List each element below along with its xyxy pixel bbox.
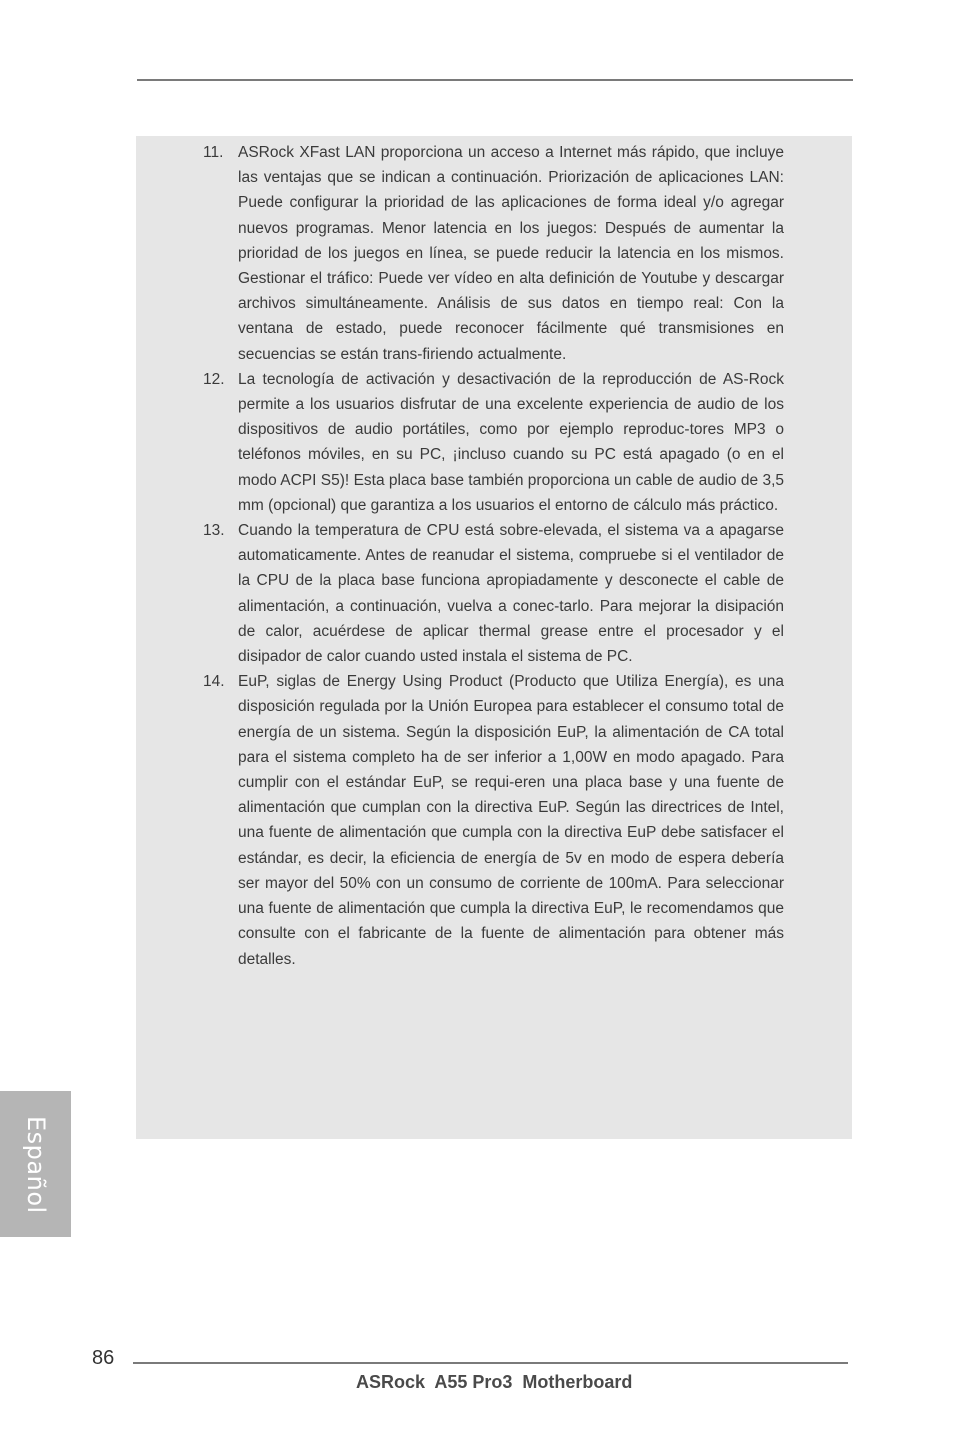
language-side-tab bbox=[0, 1091, 71, 1237]
footer-title: ASRock A55 Pro3 Motherboard bbox=[356, 1372, 633, 1392]
note-text: ASRock XFast LAN proporciona un acceso a Internet más rápido, que incluye las ventajas que se indican a continuación. Priorización de aplicaciones LAN: Puede configurar la prioridad de las aplicaciones de forma ideal y/o agregar nuevos programas. Menor latencia en los juegos: Después de aumentar la prioridad de los juegos en línea, se puede reducir la latencia en los mismos. Gestionar el tráfico: Puede ver vídeo en alta definición de Youtube y descargar archivos simultáneamente. Análisis de sus datos en tiempo real: Con la ventana de estado, puede reconocer fácilmente qué transmisiones en secuencias se están trans-firiendo actualmente. bbox=[238, 144, 784, 363]
note-item bbox=[136, 367, 852, 518]
content-box bbox=[136, 136, 852, 1139]
bottom-rule bbox=[133, 1362, 848, 1364]
note-item bbox=[136, 669, 852, 971]
note-number: 12. bbox=[203, 370, 225, 388]
note-item bbox=[136, 518, 852, 669]
language-label: Español bbox=[22, 1116, 50, 1214]
page-number: 86 bbox=[92, 1347, 115, 1369]
note-number: 11. bbox=[203, 144, 224, 161]
notes-list bbox=[136, 140, 852, 972]
top-rule bbox=[137, 79, 853, 81]
note-text: La tecnología de activación y desactivación de la reproducción de AS-Rock permite a los usuarios disfrutar de una excelente experiencia de audio de los dispositivos de audio portátiles, como por ejemplo reproduc-tores MP3 o teléfonos móviles, en su PC, ¡incluso cuando su PC está apagado (o en el modo ACPI S5)! Esta placa base también proporciona un cable de audio de 3,5 mm (opcional) que garantiza a los usuarios el entorno de cálculo más práctico. bbox=[238, 370, 784, 514]
note-number: 14. bbox=[203, 673, 225, 691]
note-text: EuP, siglas de Energy Using Product (Producto que Utiliza Energía), es una disposición regulada por la Unión Europea para establecer el consumo total de energía de un sistema. Según la disposición EuP, la alimentación de CA total para el sistema completo ha de ser inferior a 1,00W en modo apagado. Para cumplir con el estándar EuP, se requi-eren una placa base y una fuente de alimentación que cumplan con la directiva EuP. Según las directrices de Intel, una fuente de alimentación que cumpla con la directiva EuP debe satisfacer el estándar, es decir, la eficiencia de energía de 5v en modo de espera debería ser mayor del 50% con un consumo de corriente de 100mA. Para seleccionar una fuente de alimentación que cumpla la directiva EuP, le recomendamos que consulte con el fabricante de la fuente de alimentación para obtener más detalles. bbox=[238, 673, 784, 968]
note-item bbox=[136, 140, 852, 367]
note-number: 13. bbox=[203, 522, 225, 540]
note-text: Cuando la temperatura de CPU está sobre-elevada, el sistema va a apagarse automaticamente. Antes de reanudar el sistema, compruebe si el ventilador de la CPU de la placa base funciona apropiadamente y desconecte el cable de alimentación, a continuación, vuelva a conec-tarlo. Para mejorar la disipación de calor, acuérdese de aplicar thermal grease entre el procesador y el disipador de calor cuando usted instala el sistema de PC. bbox=[238, 522, 784, 666]
